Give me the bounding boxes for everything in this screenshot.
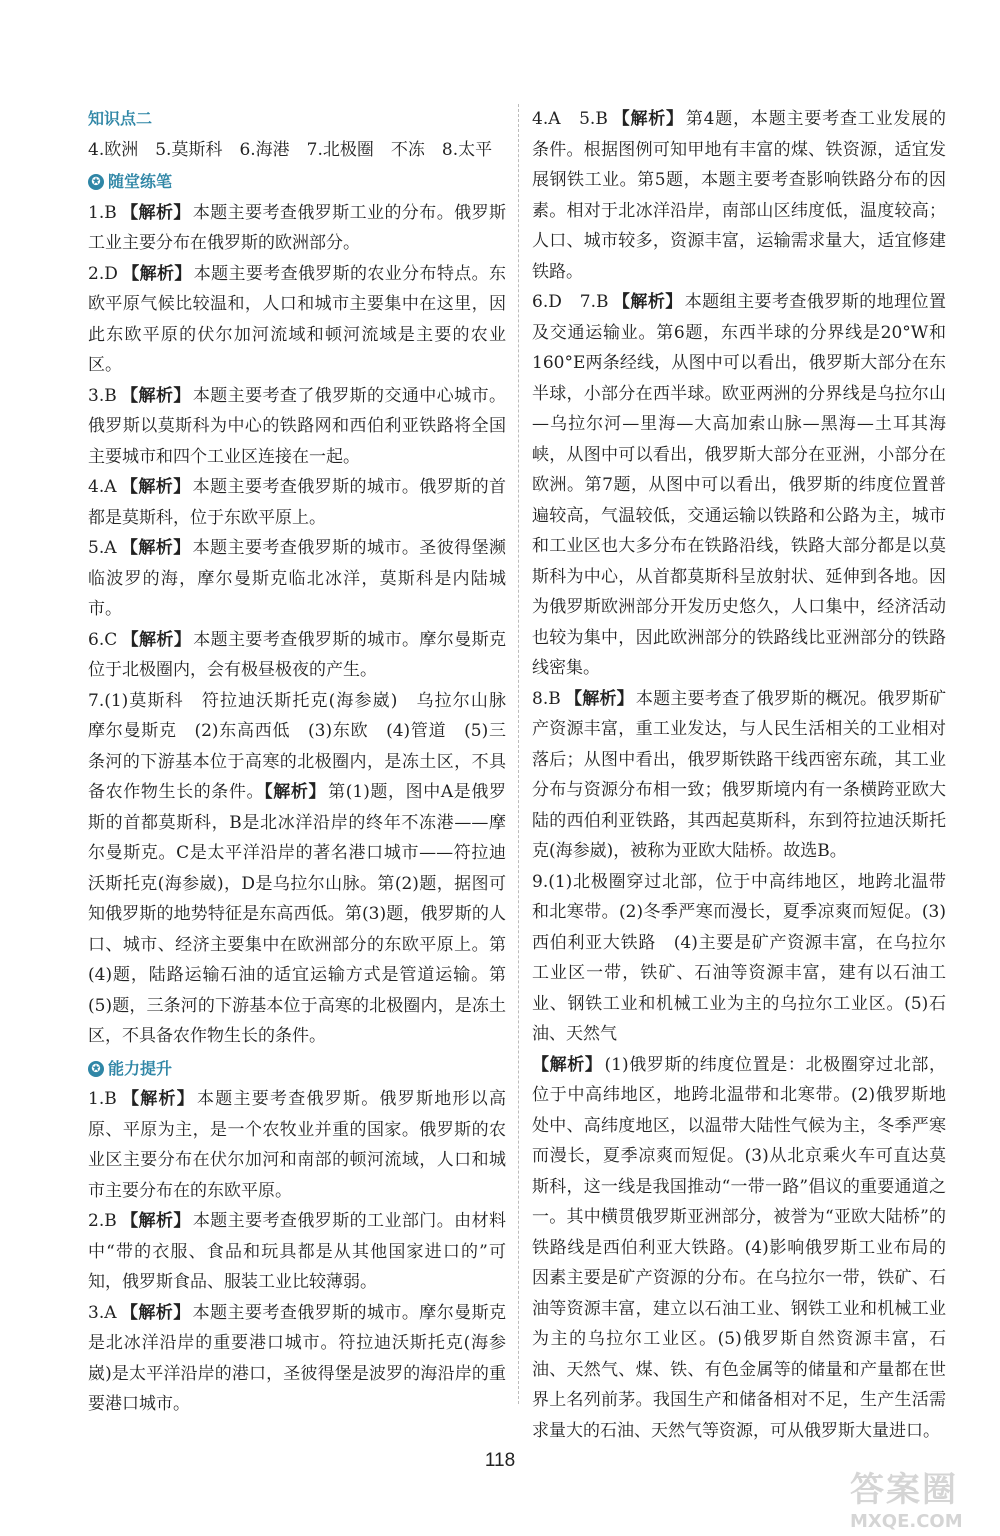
section-title: 随堂练笔 [108, 172, 173, 191]
answer-item [88, 472, 506, 533]
watermark-line2: MXQE.COM [850, 1511, 963, 1532]
analysis-text: 本题主要考查了俄罗斯的概况。俄罗斯矿产资源丰富，重工业发达，与人民生活相关的工业相对落后；从图中看出，俄罗斯铁路干线西密东疏，其工业分布与资源分布相一致；俄罗斯境内有一条横跨亚欧大陆的西伯利亚铁路，其西起莫斯科，东到符拉迪沃斯托克(海参崴)，被称为亚欧大陆桥。故选B。 [532, 688, 947, 861]
column-divider [518, 104, 519, 1404]
answer-number: 4.A [88, 477, 117, 497]
analysis-tag: 【解析】 [564, 688, 634, 709]
analysis-tag: 【解析】 [612, 292, 683, 312]
answer-number: 6.D 7.B [532, 292, 609, 312]
analysis-text: 本题主要考查俄罗斯工业的分布。俄罗斯工业主要分布在俄罗斯的欧洲部分。 [88, 202, 506, 253]
ability-list [88, 1084, 506, 1420]
analysis-text: 本题主要考查俄罗斯的城市。摩尔曼斯克位于北极圈内，会有极昼极夜的产生。 [88, 629, 507, 680]
analysis-tag: 【解析】 [120, 1302, 191, 1323]
answer-number: 2.B [88, 1211, 117, 1231]
watermark-logo [850, 1462, 980, 1532]
section-title: 能力提升 [108, 1058, 173, 1078]
answer-item [532, 684, 946, 867]
analysis-tag: 【解析】 [120, 385, 191, 406]
analysis-tag: 【解析】 [120, 477, 191, 497]
star-icon: ✪ [88, 174, 104, 190]
answer-number: 4.A 5.B [532, 109, 608, 129]
analysis-text: 第(1)题，图中A是俄罗斯的首都莫斯科，B是北冰洋沿岸的终年不冻港——摩尔曼斯克。C是太平洋沿岸的著名港口城市——符拉迪沃斯托克(海参崴)，D是乌拉尔山脉。第(2)题，据图可知俄罗斯的地势特征是东高西低。第(3)题，俄罗斯的人口、城市、经济主要集中在欧洲部分的东欧平原上。第(4)题，陆路运输石油的适宜运输方式是管道运输。第(5)题，三条河的下游基本位于高寒的北极圈内，是冻土区，不具备农作物生长的条件。 [88, 782, 507, 1046]
answer-number: 8.B [532, 688, 561, 709]
page-number: 118 [484, 1450, 516, 1471]
answer-item [88, 625, 506, 686]
answer-text: 9.(1)北极圈穿过北部，位于中高纬地区，地跨北温带和北寒带。(2)冬季严寒而漫长，夏季凉爽而短促。(3)西伯利亚大铁路 (4)主要是矿产资源丰富，在乌拉尔工业区一带，铁矿、石油等资源丰富，建有以石油工业、钢铁工业和机械工业为主的乌拉尔工业区。(5)石油、天然气 [532, 871, 946, 1044]
answer-number: 5.A [88, 538, 117, 558]
analysis-text: 本题主要考查俄罗斯的城市。圣彼得堡濒临波罗的海，摩尔曼斯克临北冰洋，莫斯科是内陆城市。 [88, 538, 507, 619]
analysis-tag: 【解析】 [120, 538, 191, 558]
answer-item-7 [88, 686, 523, 1052]
knowledge-point-title: 知识点二 [88, 109, 153, 128]
section-heading-ability [88, 1054, 506, 1085]
analysis-text: 本题主要考查了俄罗斯的交通中心城市。俄罗斯以莫斯科为中心的铁路网和西伯利亚铁路将全国主要城市和四个工业区连接在一起。 [88, 385, 506, 467]
section-heading-practice [88, 167, 506, 198]
star-icon: ✪ [88, 1061, 104, 1077]
watermark-line1: 答案圈 [850, 1470, 958, 1510]
analysis-tag: 【解析】 [121, 629, 192, 650]
answer-list [532, 104, 946, 867]
analysis-tag: 【解析】 [264, 782, 327, 802]
analysis-text: 本题组主要考查俄罗斯的地理位置及交通运输业。第6题，东西半球的分界线是20°W和160°E两条经线，从图中可以看出，俄罗斯大部分在东半球，小部分在西半球。欧亚两洲的分界线是乌拉尔山—乌拉尔河—里海—大高加索山脉—黑海—土耳其海峡，从图中可以看出，俄罗斯大部分在亚洲，小部分在欧洲。第7题，从图中可以看出，俄罗斯的纬度位置普遍较高，气温较低，交通运输以铁路和公路为主，城市和工业区也大多分布在铁路沿线，铁路大部分都是以莫斯科为中心，从首都莫斯科呈放射状、延伸到各地。因为俄罗斯欧洲部分开发历史悠久，人口集中，经济活动也较为集中，因此欧洲部分的铁路线比亚洲部分的铁路线密集。 [532, 292, 947, 678]
answer-item [532, 104, 946, 287]
analysis-9 [532, 1050, 946, 1447]
analysis-text: 本题主要考查俄罗斯的城市。摩尔曼斯克是北冰洋沿岸的重要港口城市。符拉迪沃斯托克(海参崴)是太平洋沿岸的港口，圣彼得堡是波罗的海沿岸的重要港口城市。 [88, 1302, 507, 1414]
knowledge-point-answers: 4.欧洲 5.莫斯科 6.海港 7.北极圈 不冻 8.太平 [88, 139, 493, 160]
analysis-tag: 【解析】 [120, 1089, 195, 1109]
answer-text: 7.(1)莫斯科 符拉迪沃斯托克(海参崴) 乌拉尔山脉 摩尔曼斯克 (2)东高西低 (3)东欧 (4)管道 (5)三条河的下游基本位于高寒的北极圈内，是冻土区，不具备农作物生长的条件。 [88, 690, 523, 802]
analysis-tag: 【解析】 [121, 263, 192, 284]
practice-list [88, 198, 506, 686]
analysis-text: 本题主要考查俄罗斯的工业部门。由材料中“带的衣服、食品和玩具都是从其他国家进口的”可知，俄罗斯食品、服装工业比较薄弱。 [88, 1211, 506, 1292]
answer-item [88, 1206, 506, 1298]
answer-item [88, 1084, 506, 1206]
answer-number: 3.A [88, 1302, 117, 1323]
analysis-tag: 【解析】 [611, 109, 684, 129]
right-column [532, 104, 946, 1446]
analysis-tag: 【解析】 [120, 202, 191, 223]
answer-item [88, 1298, 506, 1420]
answer-number: 2.D [88, 263, 118, 284]
answer-item [532, 287, 946, 684]
answer-item [88, 533, 506, 625]
analysis-text: 第4题，本题主要考查工业发展的条件。根据图例可知甲地有丰富的煤、铁资源，适宜发展钢铁工业。第5题，本题主要考查影响铁路分布的因素。相对于北冰洋沿岸，南部山区纬度低，温度较高；人口、城市较多，资源丰富，运输需求量大，适宜修建铁路。 [532, 109, 946, 282]
analysis-text: 本题主要考查俄罗斯的农业分布特点。东欧平原气候比较温和，人口和城市主要集中在这里，因此东欧平原的伏尔加河流域和顿河流域是主要的农业区。 [88, 263, 507, 375]
answer-number: 1.B [88, 1089, 117, 1109]
answer-item [88, 381, 506, 473]
left-column [88, 104, 523, 1420]
analysis-text: 本题主要考查俄罗斯的城市。俄罗斯的首都是莫斯科，位于东欧平原上。 [88, 477, 507, 528]
analysis-tag: 【解析】 [120, 1211, 191, 1231]
answer-number: 1.B [88, 202, 117, 223]
answer-item-9 [532, 867, 946, 1050]
answer-number: 6.C [88, 629, 118, 650]
analysis-text: 本题主要考查俄罗斯。俄罗斯地形以高原、平原为主，是一个农牧业并重的国家。俄罗斯的农业区主要分布在伏尔加河和南部的顿河流域，人口和城市主要分布在的东欧平原。 [88, 1089, 507, 1201]
answer-item [88, 198, 506, 259]
analysis-tag: 【解析】 [532, 1054, 603, 1075]
answer-item [88, 259, 506, 381]
answer-number: 3.B [88, 385, 117, 406]
analysis-text: (1)俄罗斯的纬度位置是：北极圈穿过北部，位于中高纬地区，地跨北温带和北寒带。(2)俄罗斯地处中、高纬度地区，以温带大陆性气候为主，冬季严寒而漫长，夏季凉爽而短促。(3)从北京乘火车可直达莫斯科，这一线是我国推动“一带一路”倡议的重要通道之一。其中横贯俄罗斯亚洲部分，被誉为“亚欧大陆桥”的铁路线是西伯利亚大铁路。(4)影响俄罗斯工业布局的因素主要是矿产资源的分布。在乌拉尔一带，铁矿、石油等资源丰富，建立以石油工业、钢铁工业和机械工业为主的乌拉尔工业区。(5)俄罗斯自然资源丰富，石油、天然气、煤、铁、有色金属等的储量和产量都在世界上名列前茅。我国生产和储备相对不足，生产生活需求量大的石油、天然气等资源，可从俄罗斯大量进口。 [532, 1054, 946, 1441]
